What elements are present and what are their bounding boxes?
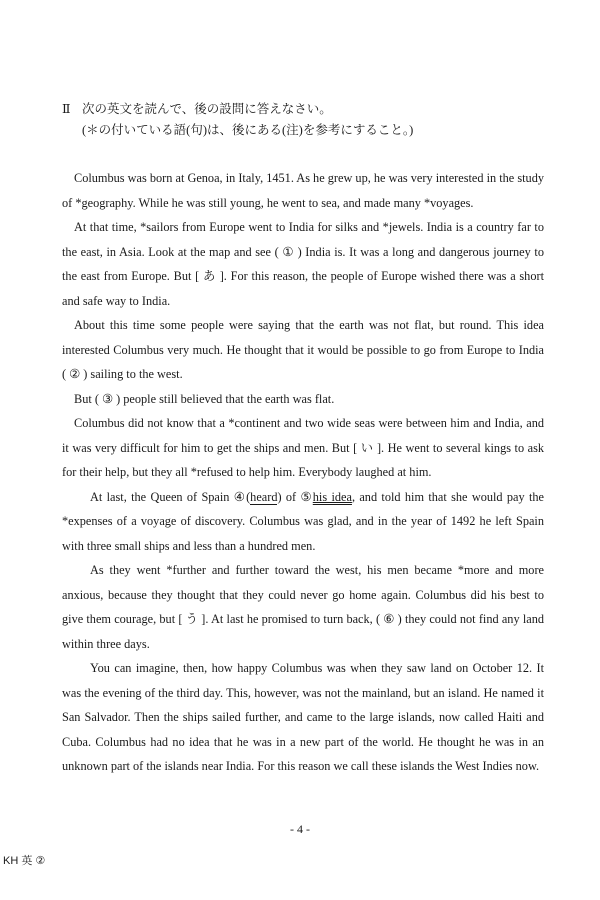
paragraph-2: At that time, *sailors from Europe went to India for silks and *jewels. India is a country far to the east, in Asia. Look at the map and see ( ① ) India is. It was a long and dangerous journey to the east from Europe. But [ あ ]. For this reason, the people of Europe wished there was a short and safe way to India. [62,220,544,308]
underlined-phrase-his-idea: his idea [312,489,352,504]
passage [62,166,544,779]
paragraph-4: But ( ③ ) people still believed that the earth was flat. [74,391,335,406]
paragraph-8: You can imagine, then, how happy Columbus was when they saw land on October 12. It was the evening of the third day. This, however, was not the mainland, but an island. He named it San Salvador. Then the ships sailed further, and came to the large islands, now called Haiti and Cuba. Columbus had no idea that he was in a new part of the world. He thought he was in an unknown part of the islands near India. For this reason we call these islands the West Indies now. [62,661,544,773]
paragraph-3: About this time some people were saying that the earth was not flat, but round. This idea interested Columbus very much. He thought that it would be possible to go from Europe to India ( ② ) sailing to the west. [62,318,544,381]
question-heading [62,99,413,141]
instruction-text: 次の英文を読んで、後の設問に答えなさい。 [82,102,332,116]
paragraph-6-start: At last, the Queen of Spain ④( [90,489,251,504]
paragraph-6-end: , and told him that she would pay the *expenses of a voyage of discovery. Columbus was glad, and in the year of 1492 he left Spain with three small ships and less than a hundred men. [62,489,545,553]
page-number: - 4 - [290,822,310,836]
paragraph-7: As they went *further and further toward the west, his men became *more and more anxious, because they thought that they could never go home again. Columbus did his best to give them courage, but [ う ]. At last he promised to turn back, ( ⑥ ) they could not find any land within three days. [62,563,544,651]
underlined-word-heard: heard [250,489,278,504]
paragraph-6-middle: ) of ⑤ [277,489,313,504]
exam-code: KH 英 ② [3,855,46,867]
paragraph-5: Columbus did not know that a *continent and two wide seas were between him and India, and it was very difficult for him to get the ships and men. But [ い ]. He went to several kings to ask for their help, but they all *refused to help him. Everybody laughed at him. [62,416,544,479]
paragraph-6 [62,485,544,559]
section-numeral: Ⅱ [62,102,71,116]
annotation-note: (＊の付いている語(句)は、後にある(注)を参考にすること。) [82,123,414,137]
paragraph-1: Columbus was born at Genoa, in Italy, 1451. As he grew up, he was very interested in the study of *geography. While he was still young, he went to sea, and made many *voyages. [62,171,544,210]
